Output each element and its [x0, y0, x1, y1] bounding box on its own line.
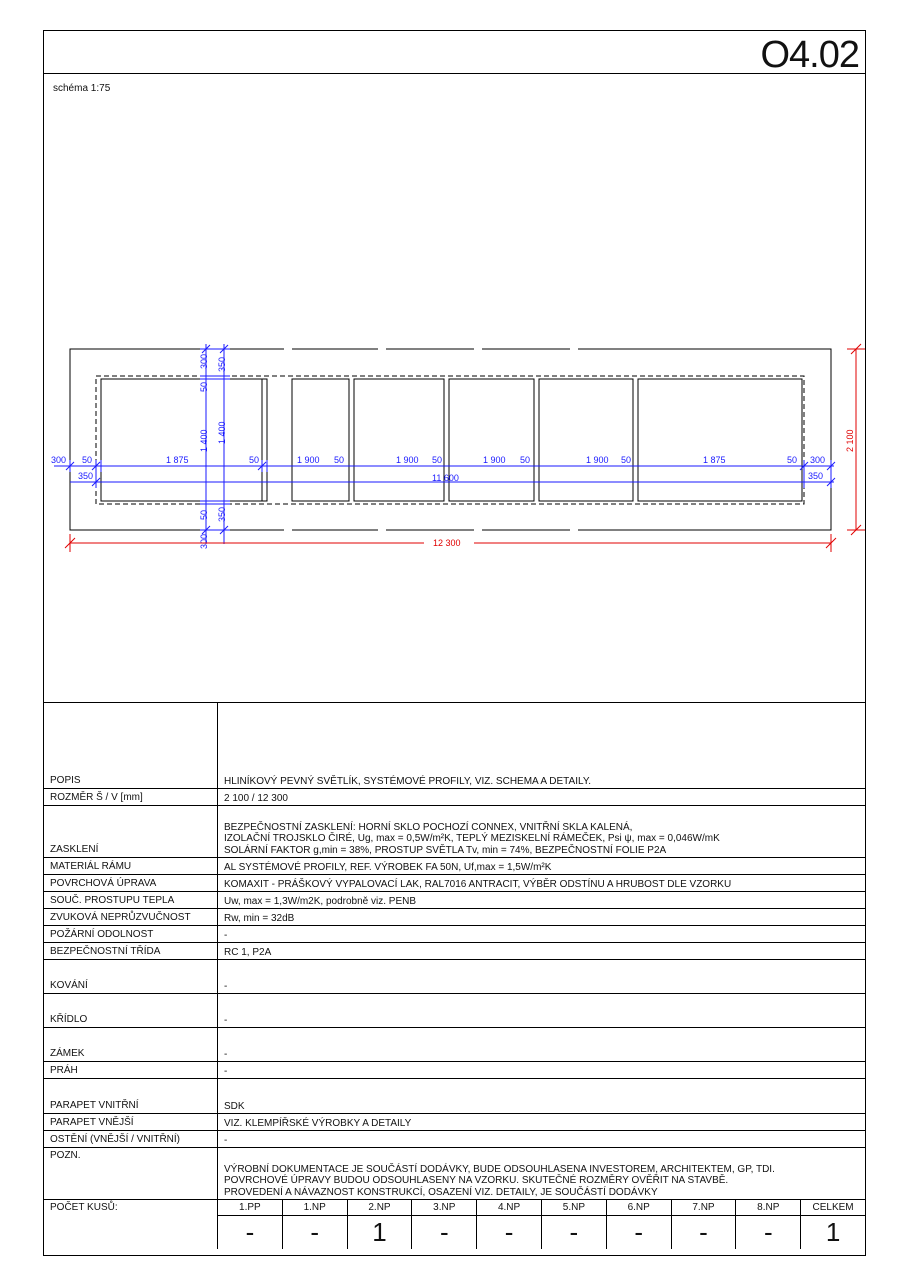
count-cell: [542, 1200, 607, 1249]
dim-vert-1400-b: 1 400: [217, 421, 227, 444]
row-popis: [44, 703, 865, 789]
count-cell: [412, 1200, 477, 1249]
element-code: O4.02: [760, 34, 859, 76]
dim-right-350: 350: [808, 471, 824, 481]
dim-overall-width: 12 300: [433, 538, 461, 548]
scale-label: schéma 1:75: [53, 83, 111, 94]
count-header: 4.NP: [477, 1200, 541, 1216]
row-bezp: [44, 943, 865, 960]
dim-vert-1400-a: 1 400: [199, 429, 209, 452]
dim-seg-10: 1 875: [703, 455, 726, 465]
pozar-value: -: [224, 929, 228, 941]
souc-label: SOUČ. PROSTUPU TEPLA: [44, 892, 218, 908]
row-zvuk: [44, 909, 865, 926]
count-value: -: [699, 1217, 708, 1247]
kridlo-label: KŘÍDLO: [44, 994, 218, 1027]
dim-seg-8: 1 900: [586, 455, 609, 465]
dim-seg-0: 1 875: [166, 455, 189, 465]
povrch-label: POVRCHOVÁ ÚPRAVA: [44, 875, 218, 891]
parapet-out-label: PARAPET VNĚJŠÍ: [44, 1114, 218, 1130]
count-header: 5.NP: [542, 1200, 606, 1216]
count-header: 1.NP: [283, 1200, 347, 1216]
parapet-in-label: PARAPET VNITŘNÍ: [44, 1079, 218, 1113]
count-cell: [736, 1200, 801, 1249]
count-value: 1: [372, 1217, 387, 1247]
row-osteni: [44, 1131, 865, 1148]
row-povrch: [44, 875, 865, 892]
dim-seg-1: 50: [249, 455, 260, 465]
zaskleni-label: ZASKLENÍ: [44, 806, 218, 857]
count-cell: [348, 1200, 413, 1249]
dim-vert-bottom-300: 300: [199, 533, 209, 549]
skylight-schema: [44, 74, 865, 702]
glass-panel-3: [354, 379, 444, 501]
bezp-label: BEZPEČNOSTNÍ TŘÍDA: [44, 943, 218, 959]
zvuk-label: ZVUKOVÁ NEPRŮZVUČNOST: [44, 909, 218, 925]
dim-seg-5: 50: [432, 455, 443, 465]
pocet-label: POČET KUSŮ:: [44, 1200, 218, 1249]
glass-panel-4: [449, 379, 534, 501]
osteni-value: -: [224, 1134, 228, 1146]
dim-seg-4: 1 900: [396, 455, 419, 465]
dim-seg-6: 1 900: [483, 455, 506, 465]
kovani-label: KOVÁNÍ: [44, 960, 218, 993]
parapet-out-value: VIZ. KLEMPÍŘSKÉ VÝROBKY A DETAILY: [224, 1117, 412, 1129]
count-header: 2.NP: [348, 1200, 412, 1216]
dim-seg-2: 1 900: [297, 455, 320, 465]
count-value: -: [245, 1217, 255, 1247]
dim-vert-top-300: 300: [199, 353, 209, 369]
souc-value: Uw, max = 1,3W/m2K, podrobně viz. PENB: [224, 895, 417, 907]
count-header: 6.NP: [607, 1200, 671, 1216]
dim-seg-9: 50: [621, 455, 632, 465]
prah-label: PRÁH: [44, 1062, 218, 1078]
count-cell: [672, 1200, 737, 1249]
pocet-cells: [218, 1200, 865, 1249]
zaskleni-value: BEZPEČNOSTNÍ ZASKLENÍ: HORNÍ SKLO POCHOZÍ CONNEX, VNITŘNÍ SKLA KALENÁ, IZOLAČNÍ TROJSKLO ČIRÉ, Ug, max = 0,5W/m²K, TEPLÝ MEZISKELNÍ RÁMEČEK, Psi ψ, max = 0,046W/mK SOLÁRNÍ FAKTOR g,min = 38%, PROSTUP SVĚTLA Tv, min = 74%, BEZPEČNOSTNÍ FOLIE P2A: [224, 821, 720, 856]
count-value: -: [634, 1217, 644, 1247]
parapet-in-value: SDK: [224, 1100, 245, 1112]
kovani-value: -: [224, 980, 228, 992]
row-pozar: [44, 926, 865, 943]
count-header: 3.NP: [412, 1200, 476, 1216]
dim-left-300: 300: [51, 455, 67, 465]
count-cell: [801, 1200, 865, 1249]
dim-vert-bottom-50: 50: [199, 509, 209, 520]
glass-panel-1: [101, 379, 267, 501]
drawing-sheet: [43, 30, 866, 1256]
row-kridlo: [44, 994, 865, 1028]
dim-left-50: 50: [82, 455, 93, 465]
count-cell: [283, 1200, 348, 1249]
prah-value: -: [224, 1065, 228, 1077]
count-value: 1: [825, 1217, 841, 1247]
dim-overall-height: 2 100: [845, 429, 855, 452]
dim-right-50: 50: [787, 455, 798, 465]
count-value: -: [763, 1217, 773, 1247]
pozn-label: POZN.: [44, 1148, 218, 1199]
pozar-label: POŽÁRNÍ ODOLNOST: [44, 926, 218, 942]
popis-value: HLINÍKOVÝ PEVNÝ SVĚTLÍK, SYSTÉMOVÉ PROFILY, VIZ. SCHEMA A DETAILY.: [224, 775, 591, 787]
count-header: 7.NP: [672, 1200, 736, 1216]
dim-vert-bottom-350: 350: [217, 506, 227, 522]
count-header: 8.NP: [736, 1200, 800, 1216]
specification-table: [44, 702, 865, 1249]
count-value: -: [439, 1217, 449, 1247]
title-bar: [44, 31, 865, 74]
material-label: MATERIÁL RÁMU: [44, 858, 218, 874]
count-cell: [477, 1200, 542, 1249]
row-zamek: [44, 1028, 865, 1062]
count-header: 1.PP: [218, 1200, 282, 1216]
zvuk-value: Rw, min = 32dB: [224, 912, 295, 924]
row-pocet: [44, 1200, 865, 1249]
row-parapet-in: [44, 1079, 865, 1114]
count-value: -: [504, 1217, 514, 1247]
dim-inner-width: 11 600: [432, 473, 459, 483]
zamek-value: -: [224, 1048, 228, 1060]
row-rozmer: [44, 789, 865, 806]
pozn-value: VÝROBNÍ DOKUMENTACE JE SOUČÁSTÍ DODÁVKY, BUDE ODSOUHLASENA INVESTOREM, ARCHITEKTEM, GP, TDI. POVRCHOVÉ ÚPRAVY BUDOU ODSOUHLASENY NA VZORKU. SKUTEČNÉ ROZMĚRY OVĚŘIT NA STAVBĚ. PROVEDENÍ A NÁVAZNOST KONSTRUKCÍ, OSAZENÍ VIZ. DETAILY, JE SOUČÁSTÍ DODÁVKY: [224, 1163, 775, 1198]
count-cell: [607, 1200, 672, 1249]
bezp-value: RC 1, P2A: [224, 946, 272, 958]
glass-panel-6: [638, 379, 802, 501]
povrch-value: KOMAXIT - PRÁŠKOVÝ VYPALOVACÍ LAK, RAL7016 ANTRACIT, VÝBĚR ODSTÍNU A HRUBOST DLE VZORKU: [224, 878, 732, 890]
row-parapet-out: [44, 1114, 865, 1131]
dim-seg-7: 50: [520, 455, 531, 465]
popis-label: POPIS: [44, 703, 218, 788]
dim-vert-top-50: 50: [199, 381, 209, 392]
dim-vert-top-350: 350: [217, 356, 227, 372]
dim-right-300: 300: [810, 455, 826, 465]
row-material: [44, 858, 865, 875]
count-header: CELKEM: [801, 1200, 865, 1216]
dim-seg-3: 50: [334, 455, 345, 465]
count-value: -: [310, 1217, 320, 1247]
count-cell: [218, 1200, 283, 1249]
rozmer-value: 2 100 / 12 300: [224, 792, 288, 804]
glass-panel-5: [539, 379, 633, 501]
zamek-label: ZÁMEK: [44, 1028, 218, 1061]
row-pozn: [44, 1148, 865, 1200]
rozmer-label: ROZMĚR Š / V [mm]: [44, 789, 218, 805]
glass-panel-2: [292, 379, 349, 501]
material-value: AL SYSTÉMOVÉ PROFILY, REF. VÝROBEK FA 50N, Uf,max = 1,5W/m²K: [224, 861, 552, 873]
row-kovani: [44, 960, 865, 994]
row-souc: [44, 892, 865, 909]
count-value: -: [569, 1217, 579, 1247]
row-zaskleni: [44, 806, 865, 858]
row-prah: [44, 1062, 865, 1079]
kridlo-value: -: [224, 1014, 228, 1026]
dim-left-350: 350: [78, 471, 94, 481]
osteni-label: OSTĚNÍ (VNĚJŠÍ / VNITŘNÍ): [44, 1131, 218, 1147]
